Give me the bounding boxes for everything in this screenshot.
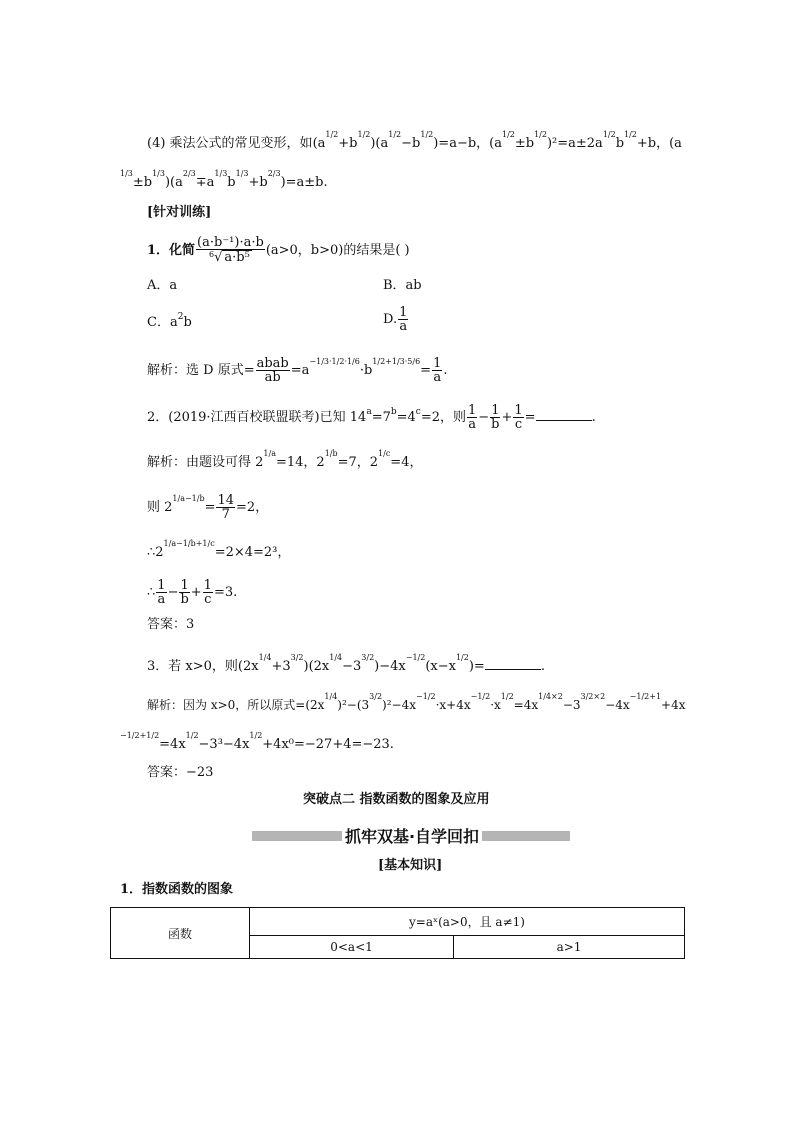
numerator: 1: [468, 403, 477, 418]
q1-option-c: [147, 312, 192, 332]
sol-fraction: [432, 357, 442, 384]
sol-text: )²−(3: [337, 698, 370, 712]
exponent: 1/2: [185, 731, 199, 740]
sol-lead: 解析：选 D 原式=: [147, 363, 255, 378]
radicand: a·b⁵: [224, 250, 250, 265]
q2-lead: 2．(2019·江西百校联盟联考)已知 14: [147, 410, 367, 425]
exponent: 1/2: [325, 130, 339, 139]
exponent: 3/2: [369, 692, 383, 701]
q3-text: )(2x: [303, 659, 330, 674]
exponent: −1/2+1/2: [120, 731, 160, 740]
sol-text: =4，: [390, 455, 423, 470]
fraction: [156, 579, 166, 606]
q2-solution-1: [147, 449, 423, 472]
q1-option-a: A．a: [147, 278, 178, 293]
sol-text: ·b: [359, 363, 373, 378]
fraction: [467, 404, 477, 431]
exponent: 1/2: [357, 130, 371, 139]
banner-bar-right: [480, 831, 570, 841]
section-title: 突破点二 指数函数的图象及应用: [303, 792, 490, 807]
denominator: a: [399, 319, 408, 334]
denominator: a: [468, 417, 477, 432]
exponent: 1/3: [152, 169, 165, 178]
exponent: 3/2×2: [580, 692, 606, 701]
exponent: 1/a−1/b: [172, 494, 205, 503]
sol-text: +4x⁰=−27+4=−23.: [262, 737, 394, 752]
item4-line1: [147, 130, 682, 153]
exponent: 1/a−1/b+1/c: [163, 539, 215, 548]
exponent: 1/3: [235, 169, 249, 178]
denominator: c: [514, 417, 523, 432]
sol-lead: 解析：由题设可得 2: [147, 455, 264, 470]
denominator: b: [491, 417, 500, 432]
item4-lead: (4) 乘法公式的常见变形，如: [147, 136, 313, 151]
q1-condition: (a>0，b>0)的结果是( ): [265, 243, 410, 258]
exponent: 1/4: [324, 692, 338, 701]
operator: −: [167, 585, 179, 600]
numerator: abab: [256, 356, 289, 371]
operator: +: [501, 410, 513, 425]
sol-text: =2，: [236, 500, 269, 515]
q1-solution: [147, 357, 448, 384]
item4-text: b: [227, 175, 236, 190]
banner-bar-left: [252, 831, 342, 841]
sol-text: =3.: [213, 585, 238, 600]
operator: =: [524, 410, 536, 425]
opt-d-fraction: [398, 306, 408, 333]
item4-text: b: [615, 136, 625, 151]
denominator: a: [433, 370, 442, 385]
answer-blank: [536, 408, 592, 421]
answer-blank: [485, 657, 541, 670]
q1-numerator: (a·b⁻¹)·a·b: [197, 235, 264, 250]
exponent: 1/2: [455, 653, 469, 662]
denominator: c: [204, 592, 212, 607]
fraction: [216, 494, 235, 521]
exponent: −1/2: [416, 692, 436, 701]
numerator: 1: [203, 578, 212, 593]
fraction: [203, 579, 213, 606]
exponent: a: [366, 407, 372, 417]
q3-text: (x−x: [425, 659, 456, 674]
exponent: 1/4×2: [538, 692, 563, 701]
sol-text: =: [204, 500, 216, 515]
q3-solution-2: [120, 731, 394, 754]
exponent: −1/3·1/2·1/6: [309, 357, 360, 366]
exponent: −1/2: [470, 692, 491, 701]
exponent: 1/2: [388, 130, 402, 139]
sol-fraction: [256, 357, 290, 384]
q3-text: .: [540, 659, 545, 674]
exponent: −1/2: [405, 653, 426, 662]
item4-text: +b，(a: [636, 136, 682, 151]
item4-text: )(a: [164, 175, 183, 190]
exponent: 1/4: [329, 653, 343, 662]
operator: +: [190, 585, 202, 600]
q1-number: 1．化简: [147, 243, 196, 258]
opt-c-text: C．a: [147, 315, 178, 330]
exponent: 2: [177, 312, 184, 322]
denominator: a: [157, 592, 166, 607]
fraction: [513, 404, 523, 431]
exponent: 1/3: [214, 169, 228, 178]
sol-text: −4x: [605, 698, 630, 712]
sol-text: 则 2: [147, 500, 173, 515]
q3-text: )−4x: [374, 659, 406, 674]
q1-fraction: [196, 236, 265, 265]
sol-text: ·x+4x: [435, 698, 471, 712]
exponent: c: [415, 407, 421, 417]
exponent: 1/2: [500, 692, 514, 701]
q3-stem: [147, 653, 545, 676]
q2-solution-3: [147, 539, 291, 562]
q3-text: +3: [271, 659, 291, 674]
q2-stem: [147, 404, 596, 431]
banner-text: 抓牢双基·自学回扣: [342, 824, 482, 847]
exponent: 1/2: [534, 130, 547, 139]
q2-solution-4: [147, 579, 237, 606]
q2-text: .: [591, 410, 596, 425]
item4-text: ±b: [514, 136, 535, 151]
exponent: 1/a: [263, 449, 276, 458]
sol-text: −3: [562, 698, 581, 712]
exponent: 1/4: [258, 653, 272, 662]
opt-d-label: D.: [383, 312, 398, 327]
denominator: b: [180, 592, 189, 607]
sol-text: ·x: [490, 698, 501, 712]
numerator: 14: [217, 493, 235, 508]
q1-option-d: [383, 306, 409, 333]
sol-text: +4x: [661, 698, 686, 712]
item4-text: )(a: [370, 136, 389, 151]
table-definition: y=aˣ(a>0，且 a≠1): [250, 908, 685, 936]
q1-option-b: B．ab: [383, 278, 422, 293]
exponent: 1/2: [502, 130, 515, 139]
sol-text: =7，2: [337, 455, 379, 470]
sol-text: =4x: [159, 737, 186, 752]
sol-text: )²−4x: [382, 698, 416, 712]
exponent: −1/2+1: [629, 692, 662, 701]
q3-solution-1: [147, 692, 686, 715]
sol-text: =14，2: [275, 455, 325, 470]
fraction: [490, 404, 500, 431]
item4-text: ±b: [132, 175, 153, 190]
root-index: 6: [209, 250, 215, 259]
exponent: 1/2: [602, 130, 616, 139]
sol-text: =a: [290, 363, 310, 378]
exponent: 1/2: [624, 130, 637, 139]
numerator: 1: [180, 578, 189, 593]
q2-answer: 答案：3: [147, 617, 195, 632]
basic-knowledge-heading: [基本知识]: [378, 858, 443, 873]
q2-text: =7: [371, 410, 391, 425]
q3-text: )=: [468, 659, 485, 674]
sol-text: =: [420, 363, 432, 378]
sol-text: =2×4=2³，: [214, 545, 291, 560]
sol-text: =4x: [513, 698, 539, 712]
table-col-0-a-1: 0<a<1: [250, 935, 454, 958]
exponent: 3/2: [361, 653, 375, 662]
sol-text: −3³−4x: [198, 737, 250, 752]
q1-stem: [147, 236, 410, 265]
sol-text: ∴2: [147, 545, 164, 560]
sol-text: ∴: [147, 585, 156, 600]
sol-lead: 解析：因为 x>0，所以原式=(2x: [147, 698, 325, 712]
fraction: [179, 579, 189, 606]
exponent: 2/3: [182, 169, 196, 178]
q3-text: −3: [342, 659, 362, 674]
item4-text: (a: [312, 136, 326, 151]
table-func-label: 函数: [111, 908, 250, 959]
numerator: 1: [157, 578, 166, 593]
q2-solution-2: [147, 494, 268, 521]
q3-lead: 3．若 x>0，则(2x: [147, 659, 259, 674]
exp-function-table: [110, 907, 685, 959]
exponent: 1/2: [249, 731, 263, 740]
item4-text: )=a±b.: [280, 175, 328, 190]
denominator: 7: [221, 507, 230, 522]
q2-text: =2，则: [420, 410, 467, 425]
item4-text: +b: [338, 136, 358, 151]
exponent: 1/3: [120, 169, 133, 178]
practice-heading: [针对训练]: [147, 205, 212, 220]
item4-text: −b: [401, 136, 421, 151]
numerator: 1: [514, 403, 523, 418]
operator: −: [478, 410, 490, 425]
q1-denominator: $^6$√ a·b⁵: [209, 250, 250, 265]
item1-heading: 1．指数函数的图象: [120, 882, 234, 897]
exponent: 1/2: [420, 130, 434, 139]
exponent: 1/b: [324, 449, 338, 458]
item4-text: +b: [248, 175, 268, 190]
section-banner: [252, 826, 570, 846]
numerator: 1: [433, 356, 442, 371]
exponent: 1/c: [378, 449, 391, 458]
exponent: 3/2: [290, 653, 304, 662]
numerator: 1: [399, 305, 408, 320]
exponent: b: [390, 407, 397, 417]
opt-c-text: b: [183, 315, 192, 330]
sol-text: .: [443, 363, 448, 378]
table-col-a-gt-1: a>1: [454, 935, 685, 958]
exponent: 2/3: [267, 169, 281, 178]
numerator: 1: [491, 403, 500, 418]
item4-line2: [120, 169, 328, 192]
exponent: 1/2+1/3·5/6: [372, 357, 421, 366]
q2-text: =4: [396, 410, 416, 425]
q3-answer: 答案：−23: [147, 765, 214, 780]
denominator: ab: [264, 370, 281, 385]
item4-text: )²=a±2a: [546, 136, 603, 151]
item4-text: )=a−b，(a: [433, 136, 502, 151]
item4-text: ∓a: [195, 175, 215, 190]
